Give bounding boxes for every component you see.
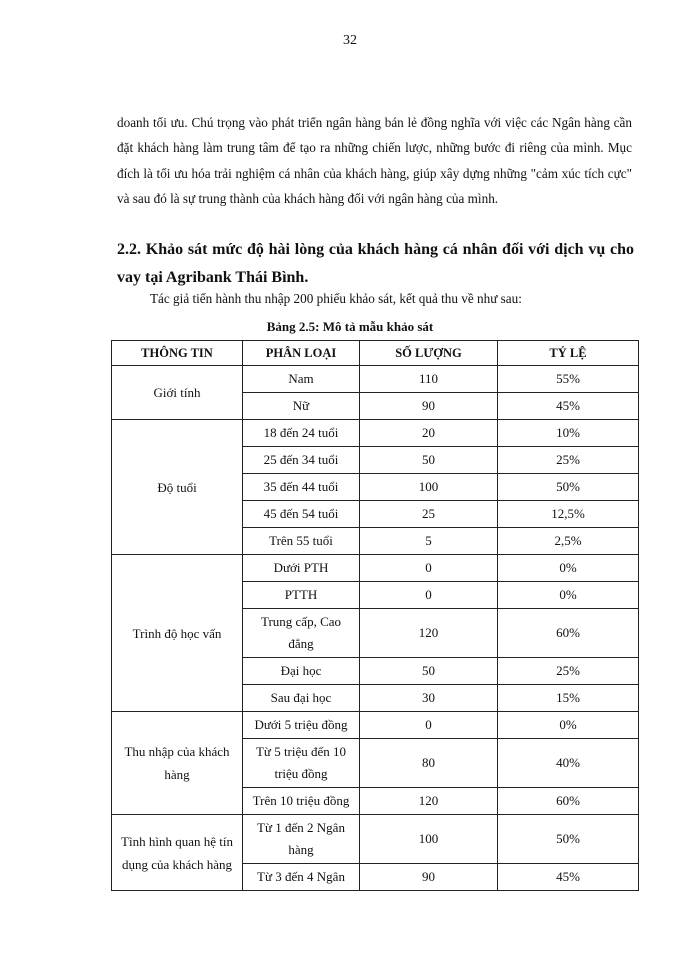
percent-cell: 50% (498, 815, 639, 864)
percent-cell: 25% (498, 658, 639, 685)
percent-cell: 2,5% (498, 528, 639, 555)
header-count: SỐ LƯỢNG (360, 341, 498, 366)
group-label: Tình hình quan hệ tín dụng của khách hàng (112, 815, 243, 891)
table-row (112, 420, 639, 447)
category-cell: Trên 55 tuổi (243, 528, 360, 555)
percent-cell: 0% (498, 712, 639, 739)
category-cell: Từ 1 đến 2 Ngân hàng (243, 815, 360, 864)
count-cell: 25 (360, 501, 498, 528)
group-label: Trình độ học vấn (112, 555, 243, 712)
category-cell: Trung cấp, Cao đẳng (243, 609, 360, 658)
category-cell: Từ 3 đến 4 Ngân (243, 864, 360, 891)
count-cell: 5 (360, 528, 498, 555)
header-percent: TỶ LỆ (498, 341, 639, 366)
section-heading: 2.2. Khảo sát mức độ hài lòng của khách hàng cá nhân đối với dịch vụ cho vay tại Agribank Thái Bình. (117, 241, 634, 286)
table-row (112, 815, 639, 864)
category-cell: 45 đến 54 tuổi (243, 501, 360, 528)
percent-cell: 0% (498, 555, 639, 582)
count-cell: 0 (360, 555, 498, 582)
intro-text: Tác giả tiến hành thu nhập 200 phiếu khảo sát, kết quả thu về như sau: (150, 291, 522, 306)
percent-cell: 60% (498, 609, 639, 658)
count-cell: 90 (360, 393, 498, 420)
table-row (112, 712, 639, 739)
count-cell: 50 (360, 447, 498, 474)
group-label: Thu nhập của khách hàng (112, 712, 243, 815)
count-cell: 0 (360, 712, 498, 739)
header-info: THÔNG TIN (112, 341, 243, 366)
header-category: PHÂN LOẠI (243, 341, 360, 366)
page-number: 32 (343, 33, 357, 48)
count-cell: 100 (360, 474, 498, 501)
percent-cell: 12,5% (498, 501, 639, 528)
category-cell: 18 đến 24 tuổi (243, 420, 360, 447)
percent-cell: 45% (498, 864, 639, 891)
percent-cell: 45% (498, 393, 639, 420)
percent-cell: 50% (498, 474, 639, 501)
category-cell: Dưới PTH (243, 555, 360, 582)
count-cell: 120 (360, 609, 498, 658)
percent-cell: 60% (498, 788, 639, 815)
table-caption: Bảng 2.5: Mô tả mẫu khảo sát (266, 319, 434, 334)
table-row (112, 366, 639, 393)
percent-cell: 25% (498, 447, 639, 474)
percent-cell: 0% (498, 582, 639, 609)
count-cell: 90 (360, 864, 498, 891)
table-header-row (112, 341, 639, 366)
count-cell: 20 (360, 420, 498, 447)
percent-cell: 15% (498, 685, 639, 712)
category-cell: Sau đại học (243, 685, 360, 712)
category-cell: Đại học (243, 658, 360, 685)
table-row (112, 555, 639, 582)
count-cell: 0 (360, 582, 498, 609)
category-cell: 35 đến 44 tuổi (243, 474, 360, 501)
category-cell: Nữ (243, 393, 360, 420)
count-cell: 110 (360, 366, 498, 393)
survey-sample-table (111, 340, 639, 891)
percent-cell: 40% (498, 739, 639, 788)
count-cell: 30 (360, 685, 498, 712)
category-cell: Dưới 5 triệu đồng (243, 712, 360, 739)
count-cell: 80 (360, 739, 498, 788)
category-cell: 25 đến 34 tuổi (243, 447, 360, 474)
category-cell: Từ 5 triệu đến 10 triệu đồng (243, 739, 360, 788)
group-label: Độ tuổi (112, 420, 243, 555)
percent-cell: 10% (498, 420, 639, 447)
category-cell: Nam (243, 366, 360, 393)
count-cell: 100 (360, 815, 498, 864)
group-label: Giới tính (112, 366, 243, 420)
count-cell: 50 (360, 658, 498, 685)
body-paragraph: doanh tối ưu. Chú trọng vào phát triển ngân hàng bán lẻ đồng nghĩa với việc các Ngân hàng cần đặt khách hàng làm trung tâm để tạo ra những chiến lược, những bước đi riêng của mình. Mục đích là tối ưu hóa trải nghiệm cá nhân của khách hàng, giúp xây dựng những "cảm xúc tích cực" và sau đó là sự trung thành của khách hàng đối với ngân hàng của mình. (117, 115, 632, 207)
category-cell: Trên 10 triệu đồng (243, 788, 360, 815)
count-cell: 120 (360, 788, 498, 815)
percent-cell: 55% (498, 366, 639, 393)
category-cell: PTTH (243, 582, 360, 609)
